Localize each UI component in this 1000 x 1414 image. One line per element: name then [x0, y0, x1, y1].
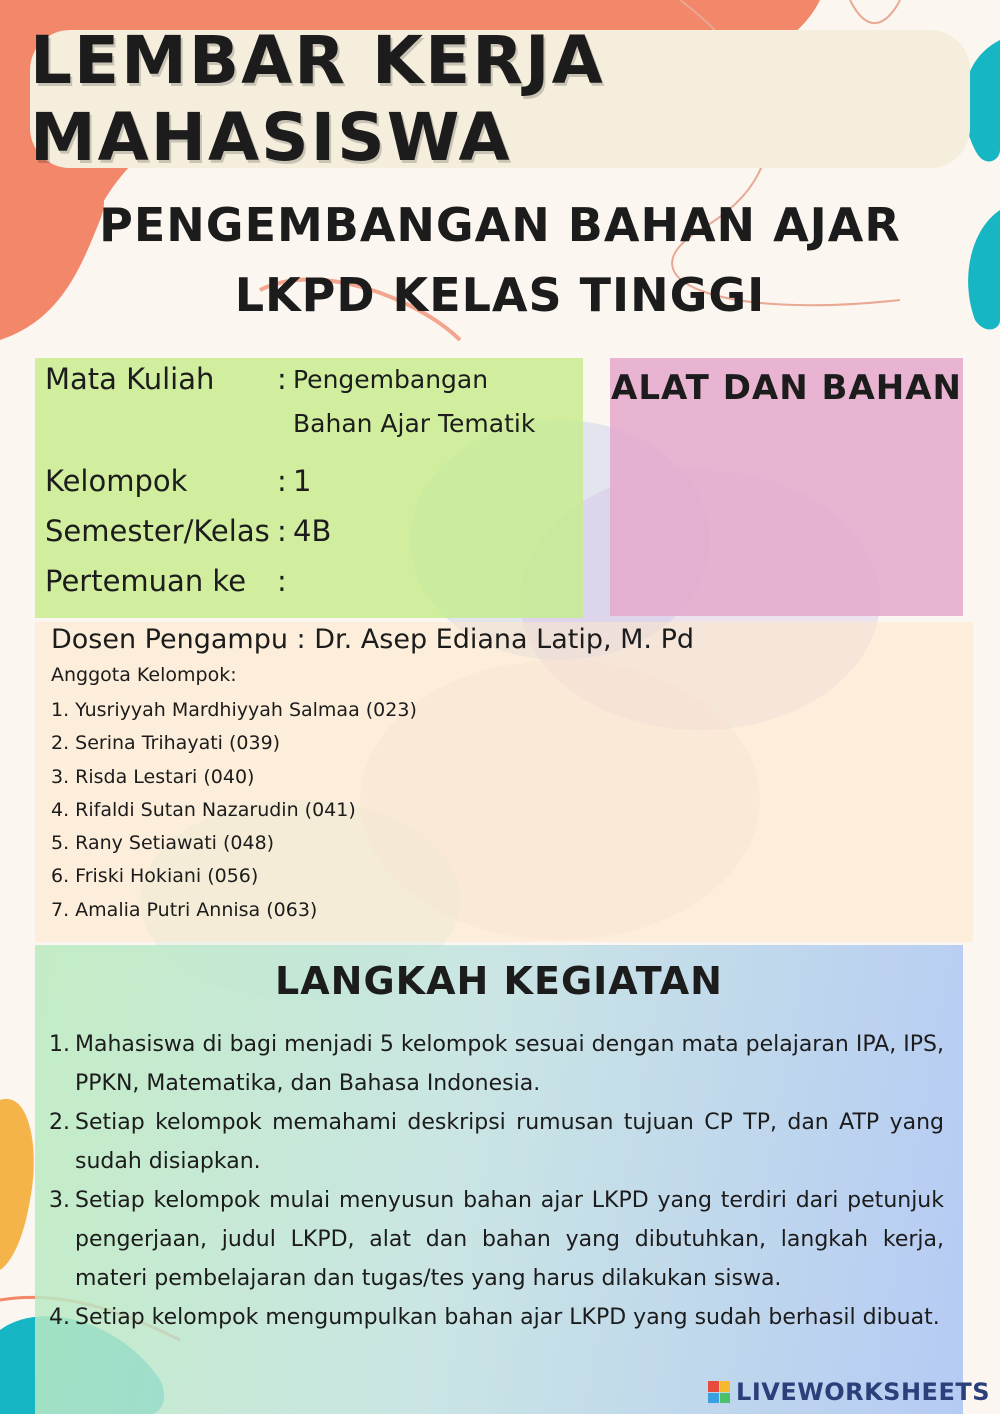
list-item: 3. Risda Lestari (040) — [51, 765, 255, 788]
course-info-panel — [35, 358, 583, 618]
step-number: 4. — [49, 1305, 70, 1330]
logo-square — [708, 1393, 719, 1404]
step-text: Setiap kelompok mulai menyusun bahan ajar LKPD yang terdiri dari petunjuk pengerjaan, judul LKPD, alat dan bahan yang dibutuhkan, langkah kerja, materi pembelajaran dan tugas/tes yang harus dilakukan siswa. — [75, 1188, 944, 1291]
alat-dan-bahan-heading: ALAT DAN BAHAN — [611, 368, 962, 408]
langkah-kegiatan-panel — [35, 945, 963, 1414]
semester-value: 4B — [293, 514, 332, 548]
logo-square — [720, 1381, 731, 1392]
list-item: 2. Serina Trihayati (039) — [51, 732, 281, 755]
mata-kuliah-value-line-2: Bahan Ajar Tematik — [293, 409, 536, 438]
member-list — [51, 694, 417, 927]
step-text: Mahasiswa di bagi menjadi 5 kelompok sesuai dengan mata pelajaran IPA, IPS, PPKN, Matematika, dan Bahasa Indonesia. — [75, 1032, 944, 1096]
step-number: 1. — [49, 1032, 70, 1057]
list-item: 4. Rifaldi Sutan Nazarudin (041) — [51, 798, 356, 821]
logo-square — [708, 1381, 719, 1392]
liveworksheets-logo-icon — [708, 1381, 730, 1403]
step-item — [49, 1181, 944, 1298]
liveworksheets-watermark[interactable] — [708, 1378, 990, 1406]
list-item: 7. Amalia Putri Annisa (063) — [51, 898, 318, 921]
step-number: 3. — [49, 1188, 70, 1213]
subtitle-line-2: LKPD KELAS TINGGI — [234, 268, 766, 322]
dosen-pengampu: Dosen Pengampu : Dr. Asep Ediana Latip, M. Pd — [51, 624, 695, 655]
list-item: 6. Friski Hokiani (056) — [51, 865, 259, 888]
step-text: Setiap kelompok mengumpulkan bahan ajar LKPD yang sudah berhasil dibuat. — [75, 1305, 940, 1330]
step-item — [49, 1298, 944, 1337]
anggota-kelompok-label: Anggota Kelompok: — [51, 664, 237, 686]
step-text: Setiap kelompok memahami deskripsi rumusan tujuan CP TP, dan ATP yang sudah disiapkan. — [75, 1110, 944, 1174]
alat-dan-bahan-panel — [610, 358, 963, 616]
subtitle-line-1: PENGEMBANGAN BAHAN AJAR — [99, 198, 901, 252]
pertemuan-label: Pertemuan ke — [45, 564, 247, 598]
step-list — [49, 1025, 944, 1337]
separator: : — [277, 564, 287, 598]
semester-label: Semester/Kelas — [45, 514, 270, 548]
separator: : — [277, 514, 287, 548]
title-banner — [30, 22, 970, 176]
kelompok-label: Kelompok — [45, 464, 188, 498]
step-item — [49, 1025, 944, 1103]
subtitle — [0, 190, 1000, 330]
mata-kuliah-value — [293, 358, 535, 446]
separator: : — [277, 362, 287, 396]
mata-kuliah-label: Mata Kuliah — [45, 362, 215, 396]
list-item: 5. Rany Setiawati (048) — [51, 832, 275, 855]
separator: : — [277, 464, 287, 498]
liveworksheets-text: LIVEWORKSHEETS — [736, 1378, 990, 1406]
kelompok-value: 1 — [293, 464, 312, 498]
page-title: LEMBAR KERJA MAHASISWA — [30, 22, 605, 176]
step-number: 2. — [49, 1110, 70, 1135]
logo-square — [720, 1393, 731, 1404]
mata-kuliah-value-line-1: Pengembangan — [293, 365, 489, 394]
dosen-panel — [35, 622, 973, 942]
list-item: 1. Yusriyyah Mardhiyyah Salmaa (023) — [51, 699, 417, 721]
langkah-kegiatan-heading: LANGKAH KEGIATAN — [275, 959, 723, 1003]
step-item — [49, 1103, 944, 1181]
